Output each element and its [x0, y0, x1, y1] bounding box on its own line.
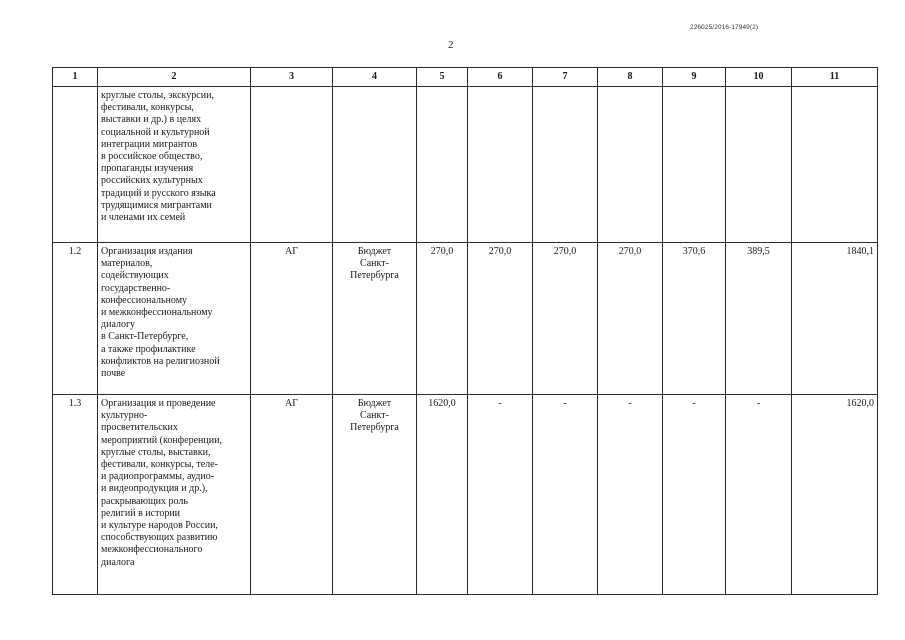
activity-name: круглые столы, экскурсии, фестивали, конкурсы, выставки и др.) в целях социальной и культурной интеграции мигрантов в российское общество, пропаганды изучения российских культурных традиций и русского языка трудящимися мигрантами и членами их семей [98, 87, 251, 243]
row-number: 1.2 [53, 243, 98, 395]
column-header: 10 [726, 68, 792, 87]
table-row [53, 87, 878, 243]
column-header: 2 [98, 68, 251, 87]
column-header: 11 [792, 68, 878, 87]
column-header: 4 [333, 68, 417, 87]
value-cell: 370,6 [663, 243, 726, 395]
value-cell [663, 87, 726, 243]
executor [251, 87, 333, 243]
funding-source: Бюджет Санкт- Петербурга [333, 395, 417, 595]
row-number [53, 87, 98, 243]
value-cell [533, 87, 598, 243]
table-row [53, 243, 878, 395]
column-header: 6 [468, 68, 533, 87]
value-cell: 270,0 [417, 243, 468, 395]
funding-source [333, 87, 417, 243]
column-header: 1 [53, 68, 98, 87]
value-cell: - [468, 395, 533, 595]
value-cell: 270,0 [533, 243, 598, 395]
budget-table [52, 67, 878, 595]
value-cell: 270,0 [468, 243, 533, 395]
column-header: 7 [533, 68, 598, 87]
total-cell: 1620,0 [792, 395, 878, 595]
column-header: 9 [663, 68, 726, 87]
column-header: 3 [251, 68, 333, 87]
document-id: 226025/2016-17949(2) [690, 24, 759, 31]
value-cell [468, 87, 533, 243]
value-cell: - [663, 395, 726, 595]
total-cell: 1840,1 [792, 243, 878, 395]
column-header: 8 [598, 68, 663, 87]
row-number: 1.3 [53, 395, 98, 595]
table-row [53, 395, 878, 595]
value-cell: 1620,0 [417, 395, 468, 595]
funding-source: Бюджет Санкт- Петербурга [333, 243, 417, 395]
value-cell: 270,0 [598, 243, 663, 395]
executor: АГ [251, 243, 333, 395]
value-cell [598, 87, 663, 243]
value-cell: - [726, 395, 792, 595]
value-cell: - [598, 395, 663, 595]
total-cell [792, 87, 878, 243]
value-cell: 389,5 [726, 243, 792, 395]
table-header-row [53, 68, 878, 87]
executor: АГ [251, 395, 333, 595]
column-header: 5 [417, 68, 468, 87]
value-cell: - [533, 395, 598, 595]
value-cell [726, 87, 792, 243]
value-cell [417, 87, 468, 243]
page-number: 2 [448, 39, 454, 51]
activity-name: Организация издания материалов, содействующих государственно- конфессиональному и межконфессиональному диалогу в Санкт-Петербурге, а также профилактике конфликтов на религиозной почве [98, 243, 251, 395]
activity-name: Организация и проведение культурно- просветительских мероприятий (конференции, круглые столы, выставки, фестивали, конкурсы, теле- и радиопрограммы, аудио- и видеопродукция и др.), раскрывающих роль религий в истории и культуре народов России, способствующих развитию межконфессионального диалога [98, 395, 251, 595]
